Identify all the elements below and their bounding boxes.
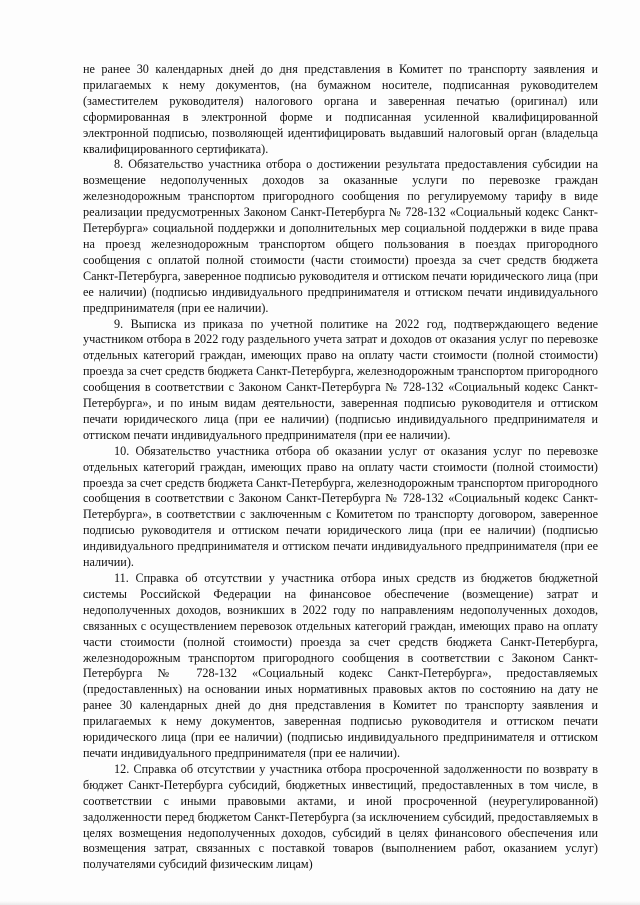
- scan-bottom-edge: [0, 901, 640, 905]
- paragraph-item-11: 11. Справка об отсутствии у участника отбора иных средств из бюджетов бюджетной системы Российской Федерации на финансовое обеспечение (возмещение) затрат и недополученных доходов, возникших в 2022 году по направлениям недополученных доходов, связанных с осуществлением перевозок отдельных категорий граждан, имеющих право на оплату части стоимости (полной стоимости) проезда за счет средств бюджета Санкт-Петербурга, железнодорожным транспортом пригородного сообщения в соответствии с Законом Санкт-Петербурга № 728-132 «Социальный кодекс Санкт-Петербурга», предоставляемых (предоставленных) на основании иных нормативных правовых актов по состоянию на дату не ранее 30 календарных дней до дня представления в Комитет по транспорту заявления и прилагаемых к нему документов, заверенная подписью руководителя и оттиском печати юридического лица (при ее наличии) (подписью индивидуального предпринимателя и оттиском печати индивидуального предпринимателя (при ее наличии).: [83, 571, 598, 760]
- document-body: [83, 62, 598, 873]
- paragraph-item-10: 10. Обязательство участника отбора об оказании услуг от оказания услуг по перевозке отдельных категорий граждан, имеющих право на оплату части стоимости (полной стоимости) проезда за счет средств бюджета Санкт-Петербурга, железнодорожным транспортом пригородного сообщения в соответствии с Законом Санкт-Петербурга № 728-132 «Социальный кодекс Санкт-Петербурга», в соответствии с заключенным с Комитетом по транспорту договором, заверенное подписью руководителя и оттиском печати юридического лица (при ее наличии) (подписью индивидуального предпринимателя и оттиском печати индивидуального предпринимателя (при ее наличии).: [83, 443, 598, 570]
- paragraph-item-9: 9. Выписка из приказа по учетной политике на 2022 год, подтверждающего ведение участником отбора в 2022 году раздельного учета затрат и доходов от оказания услуг по перевозке отдельных категорий граждан, имеющих право на оплату части стоимости (полной стоимости) проезда за счет средств бюджета Санкт-Петербурга, железнодорожным транспортом пригородного сообщения в соответствии с Законом Санкт-Петербурга № 728-132 «Социальный кодекс Санкт-Петербурга», и по иным видам деятельности, заверенная подписью руководителя и оттиском печати юридического лица (при ее наличии) (подписью индивидуального предпринимателя и оттиском печати индивидуального предпринимателя (при ее наличии).: [83, 316, 598, 442]
- paragraph-continuation: не ранее 30 календарных дней до дня представления в Комитет по транспорту заявления и прилагаемых к нему документов, (на бумажном носителе, подписанная руководителем (заместителем руководителя) налогового органа и заверенная печатью (оригинал) или сформированная в электронной форме и подписанная усиленной квалифицированной электронной подписью, позволяющей идентифицировать выдавший налоговый орган (владельца квалифицированного сертификата).: [83, 62, 598, 156]
- paragraph-item-8: 8. Обязательство участника отбора о достижении результата предоставления субсидии на возмещение недополученных доходов за оказанные услуги по перевозке граждан железнодорожным транспортом пригородного сообщения по регулируемому тарифу в виде реализации предусмотренных Законом Санкт-Петербурга № 728-132 «Социальный кодекс Санкт-Петербурга» социальной поддержки и дополнительных мер социальной поддержки в виде права на проезд железнодорожным транспортом общего пользования в поездах пригородного сообщения с оплатой полной стоимости (части стоимости) проезда за счет средств бюджета Санкт-Петербурга, заверенное подписью руководителя и оттиском печати юридического лица (при ее наличии) (подписью индивидуального предпринимателя и оттиском печати индивидуального предпринимателя (при ее наличии).: [83, 157, 598, 315]
- paragraph-item-12: 12. Справка об отсутствии у участника отбора просроченной задолженности по возврату в бюджет Санкт-Петербурга субсидий, бюджетных инвестиций, предоставленных в том числе, в соответствии с иными правовыми актами, и иной просроченной (неурегулированной) задолженности перед бюджетом Санкт-Петербурга (за исключением субсидий, предоставляемых в целях возмещения недополученных доходов, субсидий в целях финансового обеспечения или возмещения затрат, связанных с поставкой товаров (выполнением работ, оказанием услуг) получателями субсидий физическим лицам): [83, 761, 598, 872]
